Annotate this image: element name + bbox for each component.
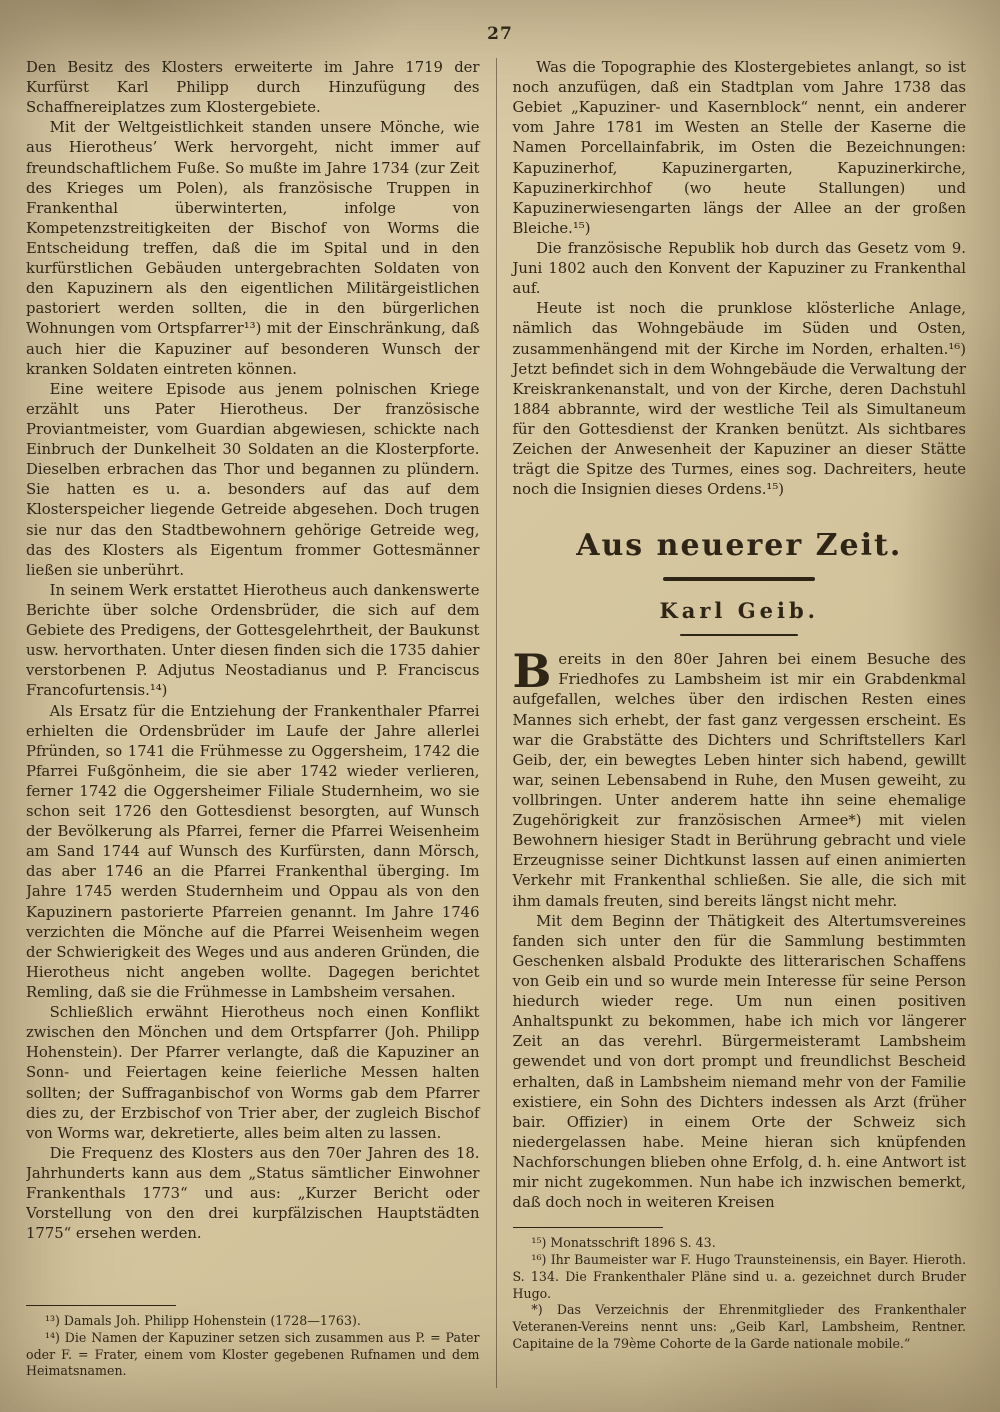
footnote-divider [26,1305,176,1306]
paragraph: Mit der Weltgeistlichkeit standen unsere Mönche, wie aus Hierotheus’ Werk hervorgeht, nicht immer auf freundschaftlichem Fuße. So mußte im Jahre 1734 (zur Zeit des Krieges um Polen), als französische Truppen in Frankenthal überwinterten, infolge von Kompetenzstreitigkeiten der Bischof von Worms die Entscheidung treffen, daß die im Spital und in den kurfürstlichen Gebäuden untergebrachten Soldaten von den Kapuzinern als den eigentlichen Militärgeistlichen pastoriert werden sollten, die in den bürgerlichen Wohnungen vom Ortspfarrer¹³) mit der Einschränkung, daß auch hier die Kapuziner auf besonderen Wunsch der kranken Soldaten eintreten können. [26,119,480,378]
paragraph-dropcap: Bereits in den 80er Jahren bei einem Besuche des Friedhofes zu Lambsheim ist mir ein Grabdenkmal aufgefallen, welches über den irdischen Resten eines Mannes sich erhebt, der fast ganz vergessen erscheint. Es war die Grabstätte des Dichters und Schriftstellers Karl Geib, der, ein bewegtes Leben hinter sich habend, gewillt war, seinen Lebensabend in Ruhe, den Musen geweiht, zu vollbringen. Unter anderem hatte ihn seine ehemalige Zugehörigkeit zur französischen Armee*) mit vielen Bewohnern hiesiger Stadt in Berührung gebracht und viele Erzeugnisse seiner Dichtkunst lassen auf einen animierten Verkehr mit Frankenthal schließen. Sie alle, die sich mit ihm damals freuten, sind bereits längst nicht mehr. [512,644,966,910]
right-footnotes [513,1227,967,1352]
section-heading: Aus neuerer Zeit. [576,528,903,564]
paragraph: In seinem Werk erstattet Hierotheus auch dankenswerte Berichte über solche Ordensbrüder, die sich auf dem Gebiete des Predigens, der Gottesgelehrtheit, der Baukunst usw. hervorthaten. Unter diesen finden sich die 1735 dahier verstorbenen P. Adjutus Neostadianus und P. Franciscus Francofurtensis.¹⁴) [26,581,480,700]
paragraph: Was die Topographie des Klostergebietes anlangt, so ist noch anzufügen, daß ein Stadtplan vom Jahre 1738 das Gebiet „Kapuziner- und Kasernblock“ nennt, ein anderer vom Jahre 1781 im Westen an Stelle der Kaserne die Namen Porcellainfabrik, im Osten die Bezeichnungen: Kapuzinerhof, Kapuzinergarten, Kapuzinerkirche, Kapuzinerkirchhof (wo heute Stallungen) und Kapuzinerwiesengarten längs der Allee an der großen Bleiche.¹⁵) [512,59,966,237]
footnote: ¹⁵) Monatsschrift 1896 S. 43. [531,1235,716,1251]
footnote: ¹⁴) Die Namen der Kapuziner setzen sich zusammen aus P. = Pater oder F. = Frater, einem vom Kloster gegebenen Rufnamen und dem Heimatsnamen. [26,1329,480,1379]
paragraph: Mit dem Beginn der Thätigkeit des Altertumsvereines fanden sich unter den für die Sammlung bestimmten Geschenken alsbald Produkte des litterarischen Schaffens von Geib ein und so wurde mein Interesse für seine Person hiedurch wieder rege. Um nun einen positiven Anhaltspunkt zu bekommen, habe ich mich vor längerer Zeit an das verehrl. Bürgermeisteramt Lambsheim gewendet und von dort prompt und freundlichst Bescheid erhalten, daß in Lambsheim niemand mehr von der Familie existiere, ein Sohn des Dichters indessen als Arzt (früher bair. Offizier) in einem Orte der Schweiz sich niedergelassen habe. Meine hieran sich knüpfenden Nachforschungen blieben ohne Erfolg, d. h. eine Antwort ist mir nicht zugekommen. Nun habe ich inzwischen bemerkt, daß doch noch in weiteren Kreisen [512,912,966,1212]
paragraph: Die Frequenz des Klosters aus den 70er Jahren des 18. Jahrhunderts kann aus dem „Status sämtlicher Einwohner Frankenthals 1773“ und aus: „Kurzer Bericht oder Vorstellung von den drei kurpfälzischen Hauptstädten 1775“ ersehen werden. [26,1144,480,1243]
footnote: ¹⁶) Ihr Baumeister war F. Hugo Traunsteinensis, ein Bayer. Hieroth. S. 134. Die Frankenthaler Pläne sind u. a. gezeichnet durch Bruder Hugo. [512,1252,966,1301]
footnote: *) Das Verzeichnis der Ehrenmitglieder des Frankenthaler Veteranen-Vereins nennt uns: „Geib Karl, Lambsheim, Rentner. Capitaine de la 79ème Cohorte de la Garde nationale mobile.“ [512,1302,966,1351]
paragraph: Als Ersatz für die Entziehung der Frankenthaler Pfarrei erhielten die Ordensbrüder im Laufe der Jahre allerlei Pfründen, so 1741 die Frühmesse zu Oggersheim, 1742 die Pfarrei Fußgönheim, die sie aber 1742 wieder verlieren, ferner 1742 die Oggersheimer Filiale Studernheim, wo sie schon seit 1726 den Gottesdienst besorgten, auf Wunsch der Bevölkerung als Pfarrei, ferner die Pfarrei Weisenheim am Sand 1744 auf Wunsch des Kurfürsten, dann Mörsch, das aber 1746 an die Pfarrei Frankenthal überging. Im Jahre 1745 werden Studernheim und Oppau als von den Kapuzinern pastorierte Pfarreien genannt. Im Jahre 1746 verzichten die Mönche auf die Pfarrei Weisenheim wegen der Schwierigkeit des Weges und aus anderen Gründen, die Hierotheus nicht angeben wollte. Dagegen berichtet Remling, daß sie die Frühmesse in Lambsheim versahen. [26,702,480,1002]
text-columns [0,58,1000,1388]
footnote: ¹³) Damals Joh. Philipp Hohenstein (1728—1763). [44,1313,361,1329]
paragraph: Schließlich erwähnt Hierotheus noch einen Konflikt zwischen den Mönchen und dem Ortspfarrer (Joh. Philipp Hohenstein). Der Pfarrer verlangte, daß die Kapuziner an Sonn- und Feiertagen keine feierliche Messen halten sollten; der Suffraganbischof von Worms gab dem Pfarrer dies zu, der Erzbischof von Trier aber, der zugleich Bischof von Worms war, dekretierte, alles beim alten zu lassen. [26,1004,480,1142]
left-column [26,58,497,1388]
paragraph: Die französische Republik hob durch das Gesetz vom 9. Juni 1802 auch den Konvent der Kapuziner zu Frankenthal auf. [512,239,966,298]
section-subheading: Karl Geib. [659,598,819,624]
left-footnotes [26,1305,480,1388]
subheading-rule [680,634,798,637]
right-column [497,58,967,1388]
paragraph: Den Besitz des Klosters erweiterte im Jahre 1719 der Kurfürst Karl Philipp durch Hinzufügung des Schaffnereiplatzes zum Klostergebiete. [26,59,480,117]
heading-rule [663,577,815,581]
paragraph: Heute ist noch die prunklose klösterliche Anlage, nämlich das Wohngebäude im Süden und Osten, zusammenhängend mit der Kirche im Norden, erhalten.¹⁶) Jetzt befindet sich in dem Wohngebäude die Verwaltung der Kreiskrankenanstalt, und von der Kirche, deren Dachstuhl 1884 abbrannte, wird der westliche Teil als Simultaneum für den Gottesdienst der Kranken benützt. Als sichtbares Zeichen der Anwesenheit der Kapuziner an dieser Stätte trägt die Spitze des Turmes, eines sog. Dachreiters, heute noch die Insignien dieses Ordens.¹⁵) [512,300,966,499]
footnote-divider [513,1227,663,1228]
paragraph: Eine weitere Episode aus jenem polnischen Kriege erzählt uns Pater Hierotheus. Der französische Proviantmeister, vom Guardian abgewiesen, schickte nach Einbruch der Dunkelheit 30 Soldaten an die Klosterpforte. Dieselben erbrachen das Thor und begannen zu plündern. Sie hatten es u. a. besonders auf das auf dem Klosterspeicher liegende Getreide abgesehen. Doch trugen sie nur das den Stadtbewohnern gehörige Getreide weg, das des Klosters als Eigentum frommer Gottesmänner ließen sie unberührt. [26,380,480,579]
page-number: 27 [487,24,513,44]
